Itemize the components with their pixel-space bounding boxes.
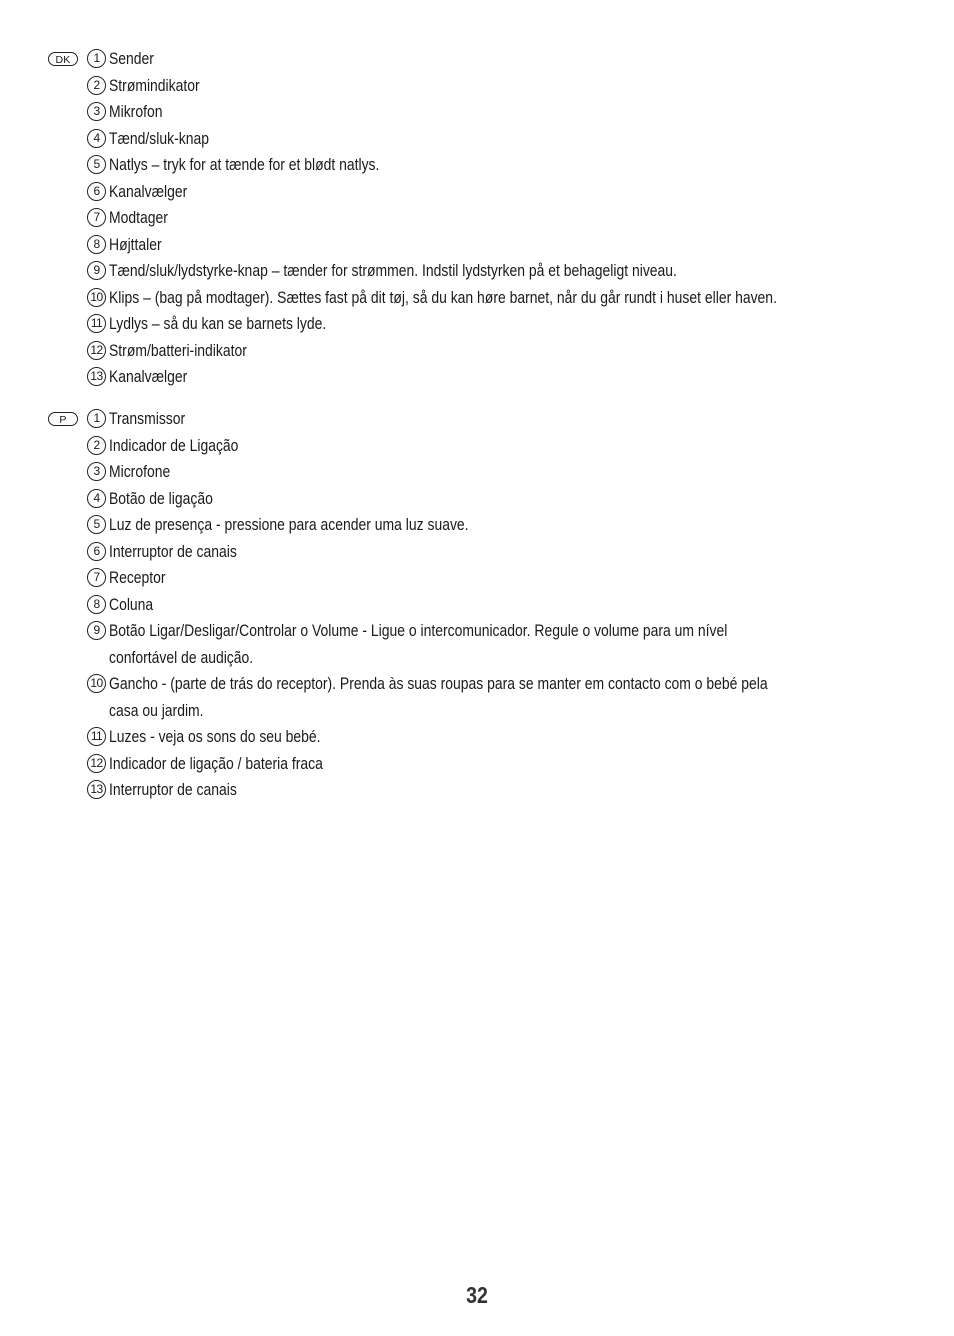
item-number: 11 bbox=[87, 727, 106, 746]
list-item bbox=[87, 751, 917, 778]
item-text: Indicador de Ligação bbox=[109, 435, 239, 455]
list-item bbox=[87, 486, 917, 513]
item-number: 1 bbox=[87, 49, 106, 68]
parts-list-dk bbox=[87, 46, 917, 391]
list-item bbox=[87, 459, 917, 486]
item-number: 12 bbox=[87, 754, 106, 773]
list-item-continuation bbox=[87, 698, 917, 725]
list-item bbox=[87, 433, 917, 460]
list-item bbox=[87, 179, 917, 206]
item-number: 2 bbox=[87, 76, 106, 95]
item-text: Coluna bbox=[109, 594, 154, 614]
list-item bbox=[87, 565, 917, 592]
item-number: 5 bbox=[87, 515, 106, 534]
list-item bbox=[87, 592, 917, 619]
item-text: Kanalvælger bbox=[109, 367, 188, 386]
item-number: 3 bbox=[87, 462, 106, 481]
page-number: 32 bbox=[466, 1282, 488, 1308]
item-text: Luzes - veja os sons do seu bebé. bbox=[109, 727, 321, 746]
item-text: Sender bbox=[109, 49, 154, 68]
list-item bbox=[87, 205, 917, 232]
list-item bbox=[87, 338, 917, 365]
item-number: 1 bbox=[87, 409, 106, 428]
item-text: Botão Ligar/Desligar/Controlar o Volume - Ligue o intercomunicador. Regule o volume para um nível bbox=[109, 621, 728, 640]
item-number: 8 bbox=[87, 595, 106, 614]
item-number: 3 bbox=[87, 102, 106, 121]
item-text: Strømindikator bbox=[109, 75, 200, 95]
item-number: 10 bbox=[87, 288, 106, 307]
item-number: 6 bbox=[87, 542, 106, 561]
item-number: 9 bbox=[87, 621, 106, 640]
list-item bbox=[87, 311, 917, 338]
list-item bbox=[87, 232, 917, 259]
item-text: Gancho - (parte de trás do receptor). Prenda às suas roupas para se manter em contacto com o bebé pela bbox=[109, 674, 768, 693]
list-item bbox=[87, 539, 917, 566]
item-text-continued: casa ou jardim. bbox=[109, 700, 204, 720]
item-text: Receptor bbox=[109, 568, 166, 587]
item-text: Kanalvælger bbox=[109, 181, 188, 201]
item-number: 4 bbox=[87, 489, 106, 508]
list-item-continuation bbox=[87, 645, 917, 672]
item-number: 8 bbox=[87, 235, 106, 254]
parts-list-p bbox=[87, 406, 917, 804]
list-item bbox=[87, 364, 917, 391]
item-text: Interruptor de canais bbox=[109, 541, 237, 561]
list-item bbox=[87, 777, 917, 804]
item-text: Højttaler bbox=[109, 234, 162, 254]
item-text: Transmissor bbox=[109, 409, 186, 428]
language-badge-dk: DK bbox=[48, 52, 78, 66]
item-text: Tænd/sluk/lydstyrke-knap – tænder for strømmen. Indstil lydstyrken på et behageligt niveau. bbox=[109, 261, 677, 280]
item-text: Botão de ligação bbox=[109, 488, 213, 508]
list-item bbox=[87, 285, 917, 312]
list-item bbox=[87, 671, 917, 698]
list-item bbox=[87, 618, 917, 645]
item-text: Modtager bbox=[109, 208, 168, 227]
list-item bbox=[87, 99, 917, 126]
item-number: 4 bbox=[87, 129, 106, 148]
list-item bbox=[87, 152, 917, 179]
item-number: 7 bbox=[87, 208, 106, 227]
language-badge-p: P bbox=[48, 412, 78, 426]
list-item bbox=[87, 724, 917, 751]
item-text-continued: confortável de audição. bbox=[109, 647, 254, 667]
list-item bbox=[87, 46, 917, 73]
item-number: 5 bbox=[87, 155, 106, 174]
item-number: 13 bbox=[87, 367, 106, 386]
item-number: 9 bbox=[87, 261, 106, 280]
list-item bbox=[87, 73, 917, 100]
list-item bbox=[87, 512, 917, 539]
item-number: 11 bbox=[87, 314, 106, 333]
list-item bbox=[87, 406, 917, 433]
item-text: Tænd/sluk-knap bbox=[109, 128, 209, 148]
item-text: Lydlys – så du kan se barnets lyde. bbox=[109, 314, 327, 333]
item-text: Klips – (bag på modtager). Sættes fast på dit tøj, så du kan høre barnet, når du går rundt i huset eller haven. bbox=[109, 287, 777, 307]
item-text: Natlys – tryk for at tænde for et blødt natlys. bbox=[109, 155, 380, 174]
item-number: 13 bbox=[87, 780, 106, 799]
item-number: 2 bbox=[87, 436, 106, 455]
list-item bbox=[87, 258, 917, 285]
item-text: Interruptor de canais bbox=[109, 780, 237, 799]
list-item bbox=[87, 126, 917, 153]
item-text: Indicador de ligação / bateria fraca bbox=[109, 753, 323, 773]
item-number: 6 bbox=[87, 182, 106, 201]
item-text: Strøm/batteri-indikator bbox=[109, 340, 247, 360]
item-text: Mikrofon bbox=[109, 102, 163, 121]
item-number: 10 bbox=[87, 674, 106, 693]
item-number: 12 bbox=[87, 341, 106, 360]
item-number: 7 bbox=[87, 568, 106, 587]
item-text: Microfone bbox=[109, 462, 171, 481]
item-text: Luz de presença - pressione para acender uma luz suave. bbox=[109, 515, 469, 534]
